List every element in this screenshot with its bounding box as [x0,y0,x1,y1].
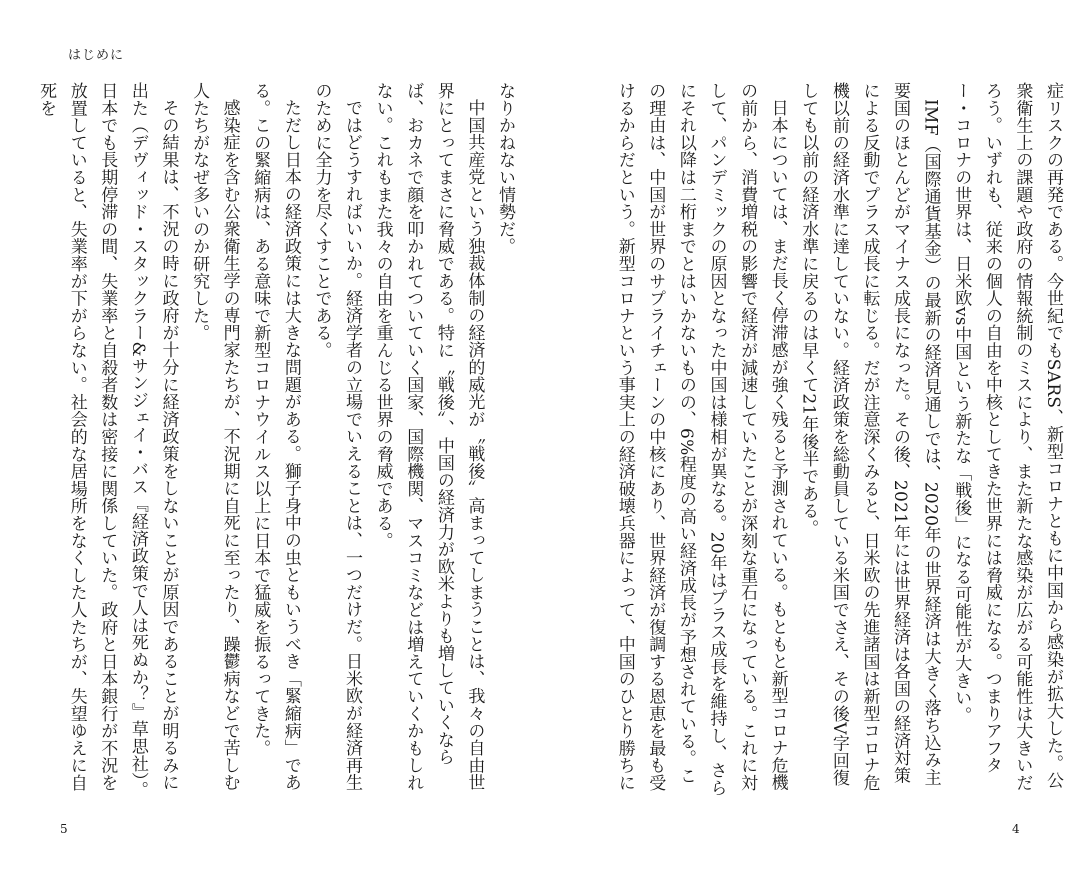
page-number-left: 5 [60,822,68,836]
page-number-right: 4 [1012,822,1020,836]
left-paragraph-3: ではどうすればいいか。経済学者の立場でいえることは、一つだけだ。日米欧が経済再生のために全力を尽くすことである。 [311,82,363,791]
right-page-text [606,82,1068,800]
running-head: はじめに [68,48,125,63]
left-paragraph-5: 感染症を含む公衆衛生学の専門家たちが、不況期に自死に至ったり、躁鬱病などで苦しむ人たちがなぜ多いのか研究した。 [189,82,240,791]
left-paragraph-1: なりかねない情勢だ。 [495,82,515,255]
left-paragraph-2: 中国共産党という独裁体制の経済的威光が〝戦後〟高まってしまうことは、我々の自由世界にとってまさに脅威である。特に〝戦後〟、中国の経済力が欧米よりも増していくならば、おカネで顔を叩かれてついていく国家、国際機関、マスコミなどは増えていくかもしれない。これもまた我々の自由を重んじる世界の脅威である。 [372,82,485,792]
right-paragraph-1: 症リスクの再発である。今世紀でもSARS、新型コロナともに中国から感染が拡大した。公衆衛生上の課題や政府の情報統制のミスにより、また新たな感染が広がる可能性は大きいだろう。いずれも、従来の個人の自由を中核としてきた世界には脅威になる。つまりアフター・コロナの世界は、日米欧vs中国という新たな「戦後」になる可能性が大きい。 [951,82,1063,792]
left-page-text [36,82,520,800]
left-paragraph-4: ただし日本の経済政策には大きな問題がある。獅子身中の虫ともいうべき「緊縮病」である。この緊縮病は、ある意味で新型コロナウイルス以上に日本で猛威を振るってきた。 [250,82,301,791]
left-paragraph-6: その結果は、不況の時に政府が十分に経済政策をしないことが原因であることが明るみに出た（デヴィッド・スタックラー&サンジェイ・バス『経済政策で人は死ぬか？』草思社）。日本でも長期停滞の間、失業率と自殺者数は密接に関係していた。政府と日本銀行が不況を放置していると、失業率が下がらない。社会的な居場所をなくした人たちが、失望ゆえに自死を [36,82,179,799]
right-paragraph-3: 日本については、まだ長く停滞感が強く残ると予測されている。もともと新型コロナ危機の前から、消費増税の影響で経済が減速していたことが深刻な重石になっている。これに対して、パンデミックの原因となった中国は様相が異なる。20年はプラス成長を維持し、さらにそれ以降は二桁までとはいかないものの、6%程度の高い経済成長が予想されている。この理由は、中国が世界のサプライチェーンの中核にあり、世界経済が復調する恩恵を最も受けるからだという。新型コロナという事実上の経済破壊兵器によって、中国のひとり勝ちに [614,82,788,797]
right-paragraph-2: IMF（国際通貨基金）の最新の経済見通しでは、2020年の世界経済は大きく落ち込み主要国のほとんどがマイナス成長になった。その後、2021年には世界経済は各国の経済対策による反動でプラス成長に転じる。だが注意深くみると、日米欧の先進諸国は新型コロナ危機以前の経済水準に達していない。経済政策を総動員している米国でさえ、その後V字回復しても以前の経済水準に戻るのは早くて21年後半である。 [798,82,941,792]
